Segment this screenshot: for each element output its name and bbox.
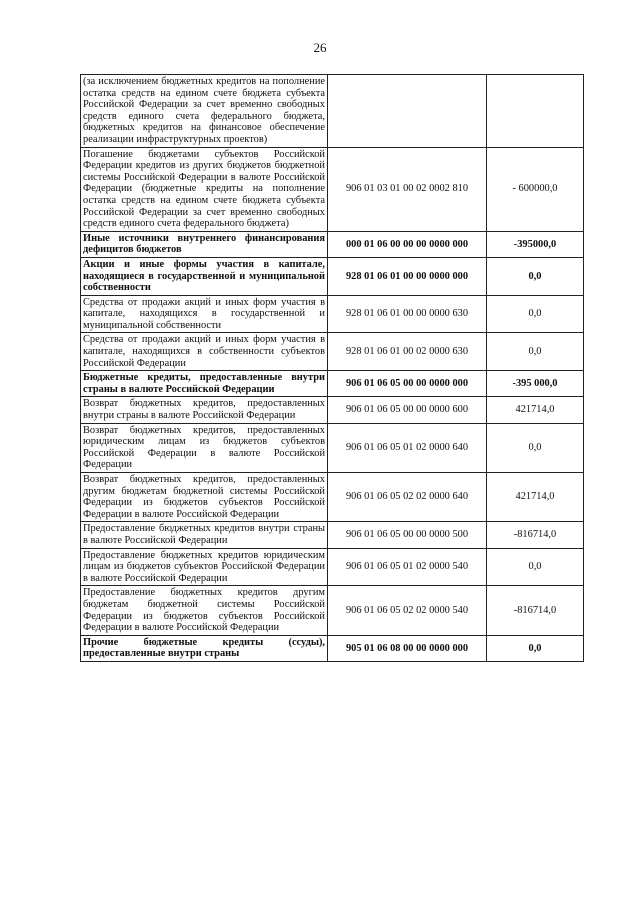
- row-name-cell: Прочие бюджетные кредиты (ссуды), предоставленные внутри страны: [81, 635, 328, 661]
- row-name-cell: Иные источники внутреннего финансирования дефицитов бюджетов: [81, 231, 328, 257]
- row-amount-cell: 421714,0: [487, 397, 584, 423]
- table-row: [81, 231, 584, 257]
- row-amount-cell: 0,0: [487, 333, 584, 371]
- row-code-cell: [328, 75, 487, 148]
- row-code-cell: 905 01 06 08 00 00 0000 000: [328, 635, 487, 661]
- row-name-cell: Акции и иные формы участия в капитале, находящиеся в государственной и муниципальной собственности: [81, 257, 328, 295]
- table-row: [81, 473, 584, 522]
- budget-sources-table: [80, 74, 584, 662]
- row-amount-cell: -816714,0: [487, 586, 584, 635]
- row-code-cell: 928 01 06 01 00 00 0000 630: [328, 295, 487, 333]
- row-name-cell: Возврат бюджетных кредитов, предоставленных внутри страны в валюте Российской Федерации: [81, 397, 328, 423]
- row-code-cell: 906 01 03 01 00 02 0002 810: [328, 147, 487, 231]
- row-code-cell: 906 01 06 05 01 02 0000 640: [328, 423, 487, 472]
- row-name-cell: Возврат бюджетных кредитов, предоставленных юридическим лицам из бюджетов субъектов Российской Федерации в валюте Российской Федерации: [81, 423, 328, 472]
- row-name-cell: Средства от продажи акций и иных форм участия в капитале, находящихся в собственности субъектов Российской Федерации: [81, 333, 328, 371]
- table-row: [81, 371, 584, 397]
- row-name-cell: Бюджетные кредиты, предоставленные внутри страны в валюте Российской Федерации: [81, 371, 328, 397]
- table-body: [81, 75, 584, 662]
- row-amount-cell: 0,0: [487, 635, 584, 661]
- row-amount-cell: - 600000,0: [487, 147, 584, 231]
- row-code-cell: 928 01 06 01 00 02 0000 630: [328, 333, 487, 371]
- table-row: [81, 147, 584, 231]
- row-amount-cell: 0,0: [487, 257, 584, 295]
- row-name-cell: Предоставление бюджетных кредитов внутри страны в валюте Российской Федерации: [81, 522, 328, 548]
- row-code-cell: 906 01 06 05 00 00 0000 500: [328, 522, 487, 548]
- row-amount-cell: -395000,0: [487, 231, 584, 257]
- table-row: [81, 295, 584, 333]
- table-row: [81, 423, 584, 472]
- row-amount-cell: -816714,0: [487, 522, 584, 548]
- row-code-cell: 906 01 06 05 02 02 0000 540: [328, 586, 487, 635]
- row-amount-cell: 421714,0: [487, 473, 584, 522]
- row-amount-cell: 0,0: [487, 423, 584, 472]
- row-code-cell: 906 01 06 05 00 00 0000 000: [328, 371, 487, 397]
- table-row: [81, 586, 584, 635]
- row-amount-cell: [487, 75, 584, 148]
- table-row: [81, 397, 584, 423]
- row-amount-cell: -395 000,0: [487, 371, 584, 397]
- row-code-cell: 928 01 06 01 00 00 0000 000: [328, 257, 487, 295]
- row-code-cell: 906 01 06 05 00 00 0000 600: [328, 397, 487, 423]
- page-number: 26: [313, 40, 327, 55]
- row-code-cell: 906 01 06 05 01 02 0000 540: [328, 548, 487, 586]
- table-row: [81, 522, 584, 548]
- table-row: [81, 333, 584, 371]
- row-amount-cell: 0,0: [487, 295, 584, 333]
- table-row: [81, 257, 584, 295]
- row-name-cell: (за исключением бюджетных кредитов на пополнение остатка средств на едином счете бюджета субъекта Российской Федерации за счет временно свободных средств единого счета федерального бюджета, бюджетных кредитов на финансовое обеспечение реализации инфраструктурных проектов): [81, 75, 328, 148]
- row-name-cell: Возврат бюджетных кредитов, предоставленных другим бюджетам бюджетной системы Российской Федерации из бюджетов субъектов Российской Федерации в валюте Российской Федерации: [81, 473, 328, 522]
- row-name-cell: Предоставление бюджетных кредитов юридическим лицам из бюджетов субъектов Российской Федерации в валюте Российской Федерации: [81, 548, 328, 586]
- table-row: [81, 548, 584, 586]
- row-name-cell: Погашение бюджетами субъектов Российской Федерации кредитов из других бюджетов бюджетной системы Российской Федерации в валюте Российской Федерации (бюджетные кредиты на пополнение остатка средств на едином счете бюджета субъекта Российской Федерации за счет временно свободных средств единого счета федерального бюджета): [81, 147, 328, 231]
- row-code-cell: 906 01 06 05 02 02 0000 640: [328, 473, 487, 522]
- table-row: [81, 75, 584, 148]
- table-row: [81, 635, 584, 661]
- row-code-cell: 000 01 06 00 00 00 0000 000: [328, 231, 487, 257]
- row-name-cell: Средства от продажи акций и иных форм участия в капитале, находящихся в государственной и муниципальной собственности: [81, 295, 328, 333]
- row-name-cell: Предоставление бюджетных кредитов другим бюджетам бюджетной системы Российской Федерации из бюджетов субъектов Российской Федерации в валюте Российской Федерации: [81, 586, 328, 635]
- row-amount-cell: 0,0: [487, 548, 584, 586]
